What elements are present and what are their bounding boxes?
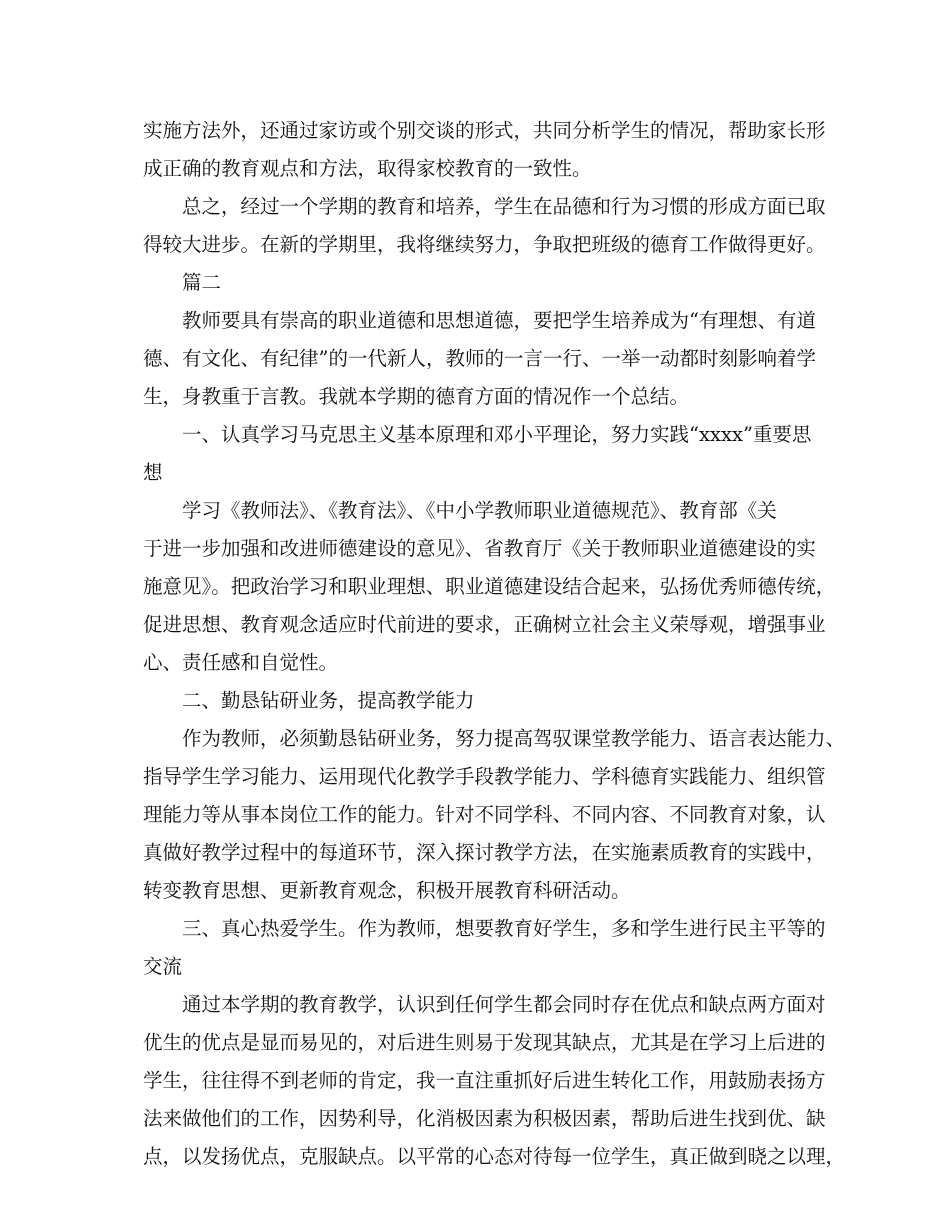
- section-heading: 想: [143, 461, 163, 484]
- text-line: 法来做他们的工作，因势利导，化消极因素为积极因素，帮助后进生找到优、缺: [143, 1107, 826, 1130]
- text-line: 教师要具有崇高的职业道德和思想道德，要把学生培养成为“有理想、有道: [182, 309, 816, 332]
- text-line: 理能力等从事本岗位工作的能力。针对不同学科、不同内容、不同教育对象，认: [143, 803, 826, 826]
- text-line: 总之，经过一个学期的教育和培养，学生在品德和行为习惯的形成方面已取: [182, 195, 826, 218]
- text-line: 转变教育思想、更新教育观念，积极开展教育科研活动。: [143, 879, 631, 902]
- text-line: 点，以发扬优点，克服缺点。以平常的心态对待每一位学生，真正做到晓之以理，: [143, 1145, 846, 1168]
- text-line: 得较大进步。在新的学期里，我将继续努力，争取把班级的德育工作做得更好。: [143, 233, 826, 256]
- section-heading: 二、勤恳钻研业务，提高教学能力: [182, 689, 475, 712]
- text-line: 学习《教师法》、《教育法》、《中小学教师职业道德规范》、教育部《关: [182, 499, 777, 522]
- text-line: 生，身教重于言教。我就本学期的德育方面的情况作一个总结。: [143, 385, 690, 408]
- text-line: 学生，往往得不到老师的肯定，我一直注重抓好后进生转化工作，用鼓励表扬方: [143, 1069, 826, 1092]
- section-heading: 交流: [143, 955, 183, 978]
- text-line: 通过本学期的教育教学，认识到任何学生都会同时存在优点和缺点两方面对: [182, 993, 826, 1016]
- text-line: 施意见》。把政治学习和职业理想、职业道德建设结合起来，弘扬优秀师德传统，: [143, 575, 836, 598]
- text-line: 德、有文化、有纪律”的一代新人，教师的一言一行、一举一动都时刻影响着学: [143, 347, 816, 370]
- section-heading: 三、真心热爱学生。作为教师，想要教育好学生，多和学生进行民主平等的: [182, 917, 826, 940]
- section-heading: 一、认真学习马克思主义基本原理和邓小平理论，努力实践“xxxx”重要思: [182, 423, 812, 446]
- section-heading: 篇二: [182, 271, 222, 294]
- text-line: 真做好教学过程中的每道环节，深入探讨教学方法，在实施素质教育的实践中，: [143, 841, 826, 864]
- text-line: 优生的优点是显而易见的，对后进生则易于发现其缺点，尤其是在学习上后进的: [143, 1031, 826, 1054]
- text-line: 心、责任感和自觉性。: [143, 651, 339, 674]
- text-line: 实施方法外，还通过家访或个别交谈的形式，共同分析学生的情况，帮助家长形: [143, 119, 826, 142]
- text-line: 成正确的教育观点和方法，取得家校教育的一致性。: [143, 157, 592, 180]
- text-line: 指导学生学习能力、运用现代化教学手段教学能力、学科德育实践能力、组织管: [143, 765, 826, 788]
- text-line: 作为教师，必须勤恳钻研业务，努力提高驾驭课堂教学能力、语言表达能力、: [182, 727, 846, 750]
- text-line: 于进一步加强和改进师德建设的意见》、省教育厅《关于教师职业道德建设的实: [143, 537, 816, 560]
- text-line: 促进思想、教育观念适应时代前进的要求，正确树立社会主义荣辱观，增强事业: [143, 613, 826, 636]
